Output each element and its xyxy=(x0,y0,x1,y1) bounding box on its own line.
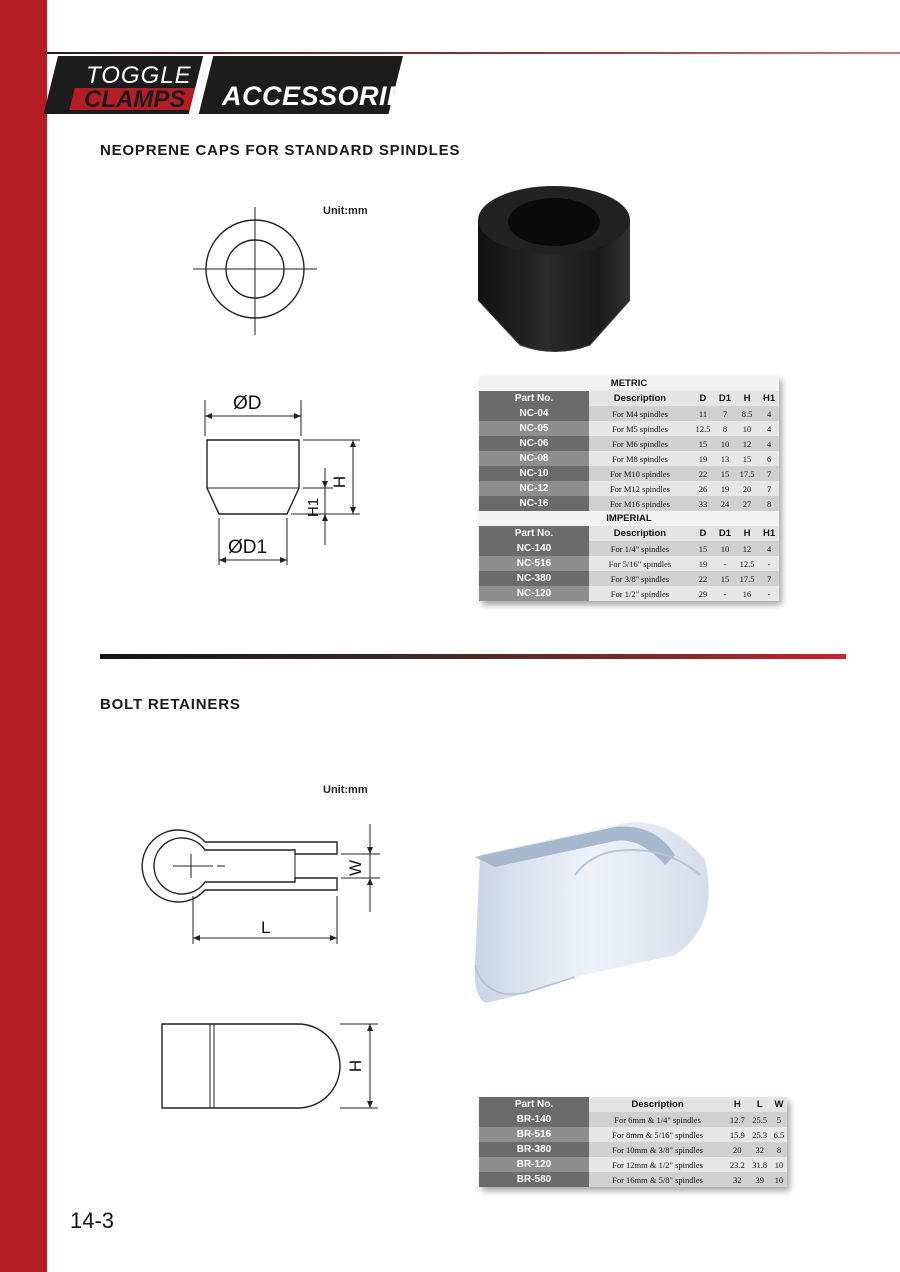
table-cell: 20 xyxy=(726,1142,748,1157)
table-row xyxy=(479,556,779,571)
label-w: W xyxy=(346,859,366,877)
part-number-cell: BR-380 xyxy=(479,1142,589,1157)
table-row xyxy=(479,406,779,421)
table-cell: 33 xyxy=(691,496,715,511)
table-cell: For M4 spindles xyxy=(589,406,691,421)
table-cell: For 3/8" spindles xyxy=(589,571,691,586)
table-cell: 8.5 xyxy=(735,406,759,421)
table-header-cell: H xyxy=(735,526,759,541)
table-cell: 23.2 xyxy=(726,1157,748,1172)
table-cell: 12.5 xyxy=(735,556,759,571)
table-cell: 19 xyxy=(691,451,715,466)
table-cell: 4 xyxy=(759,421,779,436)
table-header-cell: Part No. xyxy=(479,1097,589,1112)
table-header-cell: D1 xyxy=(715,526,735,541)
table-cell: 19 xyxy=(691,556,715,571)
retainers-table xyxy=(479,1097,787,1187)
part-number-cell: BR-516 xyxy=(479,1127,589,1142)
retainers-unit: Unit:mm xyxy=(323,784,368,796)
table-cell: 39 xyxy=(749,1172,771,1187)
table-cell: 15.9 xyxy=(726,1127,748,1142)
part-number-cell: NC-10 xyxy=(479,466,589,481)
table-cell: 22 xyxy=(691,466,715,481)
table-cell: 4 xyxy=(759,541,779,556)
label-h-retainer: H xyxy=(346,1059,366,1073)
table-cell: 7 xyxy=(759,571,779,586)
cap-top-view-drawing xyxy=(185,205,325,345)
table-cell: 7 xyxy=(759,466,779,481)
label-d: ØD xyxy=(233,393,262,414)
label-l: L xyxy=(261,918,271,937)
neoprene-title: NEOPRENE CAPS FOR STANDARD SPINDLES xyxy=(100,142,461,159)
neoprene-unit: Unit:mm xyxy=(323,205,368,217)
table-cell: 24 xyxy=(715,496,735,511)
section-heading: ACCESSORIES xyxy=(222,81,425,111)
table-cell: 4 xyxy=(759,436,779,451)
table-cell: 7 xyxy=(715,406,735,421)
table-row xyxy=(479,571,779,586)
table-cell: 25.3 xyxy=(749,1127,771,1142)
table-cell: 8 xyxy=(759,496,779,511)
table-cell: 12 xyxy=(735,436,759,451)
table-cell: 27 xyxy=(735,496,759,511)
table-cell: 17.5 xyxy=(735,466,759,481)
table-header-cell: Description xyxy=(589,1097,726,1112)
table-row xyxy=(479,1142,787,1157)
table-header-row xyxy=(479,391,779,406)
table-cell: For 8mm & 5/16" spindles xyxy=(589,1127,726,1142)
retainers-title: BOLT RETAINERS xyxy=(100,696,241,713)
table-cell: 12.7 xyxy=(726,1112,748,1127)
table-cell: 15 xyxy=(691,436,715,451)
cap-photo xyxy=(470,180,650,360)
table-group-row xyxy=(479,376,779,391)
table-row xyxy=(479,421,779,436)
table-cell: 4 xyxy=(759,406,779,421)
table-cell: 13 xyxy=(715,451,735,466)
table-cell: 7 xyxy=(759,481,779,496)
table-cell: - xyxy=(715,586,735,601)
table-header-cell: Description xyxy=(589,526,691,541)
table-row xyxy=(479,1112,787,1127)
table-cell: 12 xyxy=(735,541,759,556)
table-cell: For 6mm & 1/4" spindles xyxy=(589,1112,726,1127)
table-cell: 8 xyxy=(715,421,735,436)
table-cell: 10 xyxy=(771,1172,787,1187)
table-header-cell: H xyxy=(726,1097,748,1112)
table-group-row xyxy=(479,511,779,526)
retainer-photo xyxy=(465,815,715,1005)
part-number-cell: NC-04 xyxy=(479,406,589,421)
brand-line2: CLAMPS xyxy=(84,86,186,113)
table-group-label: IMPERIAL xyxy=(479,511,779,526)
table-cell: For M5 spindles xyxy=(589,421,691,436)
table-cell: 32 xyxy=(726,1172,748,1187)
table-cell: 22 xyxy=(691,571,715,586)
table-row xyxy=(479,1127,787,1142)
part-number-cell: NC-08 xyxy=(479,451,589,466)
table-cell: 31.8 xyxy=(749,1157,771,1172)
table-header-cell: Part No. xyxy=(479,526,589,541)
table-cell: 6 xyxy=(759,451,779,466)
part-number-cell: NC-140 xyxy=(479,541,589,556)
table-cell: 17.5 xyxy=(735,571,759,586)
part-number-cell: NC-06 xyxy=(479,436,589,451)
table-header-row xyxy=(479,1097,787,1112)
table-row xyxy=(479,451,779,466)
table-header-cell: H1 xyxy=(759,526,779,541)
table-row xyxy=(479,1172,787,1187)
table-header-cell: D1 xyxy=(715,391,735,406)
table-cell: 15 xyxy=(691,541,715,556)
table-cell: 16 xyxy=(735,586,759,601)
table-row xyxy=(479,541,779,556)
table-header-cell: Part No. xyxy=(479,391,589,406)
table-cell: 15 xyxy=(715,571,735,586)
table-group-label: METRIC xyxy=(479,376,779,391)
neoprene-table xyxy=(479,376,779,601)
table-row xyxy=(479,481,779,496)
table-cell: 32 xyxy=(749,1142,771,1157)
table-cell: - xyxy=(759,556,779,571)
table-row xyxy=(479,496,779,511)
table-cell: 10 xyxy=(715,436,735,451)
table-cell: For 1/4" spindles xyxy=(589,541,691,556)
header-rule xyxy=(47,52,900,54)
table-cell: 25.5 xyxy=(749,1112,771,1127)
table-cell: 6.5 xyxy=(771,1127,787,1142)
table-cell: For 10mm & 3/8" spindles xyxy=(589,1142,726,1157)
part-number-cell: NC-05 xyxy=(479,421,589,436)
label-h: H xyxy=(330,475,350,489)
table-header-cell: L xyxy=(749,1097,771,1112)
table-cell: For 5/16" spindles xyxy=(589,556,691,571)
table-cell: For M8 spindles xyxy=(589,451,691,466)
table-cell: For M6 spindles xyxy=(589,436,691,451)
table-cell: 12.5 xyxy=(691,421,715,436)
part-number-cell: NC-12 xyxy=(479,481,589,496)
table-cell: 10 xyxy=(735,421,759,436)
table-header-row xyxy=(479,526,779,541)
table-cell: For M12 spindles xyxy=(589,481,691,496)
table-cell: For M16 spindles xyxy=(589,496,691,511)
table-cell: 20 xyxy=(735,481,759,496)
table-cell: 15 xyxy=(735,451,759,466)
table-header-cell: D xyxy=(691,391,715,406)
part-number-cell: NC-380 xyxy=(479,571,589,586)
table-row xyxy=(479,436,779,451)
table-cell: For 1/2" spindles xyxy=(589,586,691,601)
table-cell: 15 xyxy=(715,466,735,481)
table-cell: 10 xyxy=(771,1157,787,1172)
label-h1: H1 xyxy=(305,497,323,518)
table-row xyxy=(479,466,779,481)
part-number-cell: NC-120 xyxy=(479,586,589,601)
part-number-cell: NC-16 xyxy=(479,496,589,511)
table-header-cell: Description xyxy=(589,391,691,406)
part-number-cell: BR-140 xyxy=(479,1112,589,1127)
table-cell: For M10 spindles xyxy=(589,466,691,481)
table-header-cell: W xyxy=(771,1097,787,1112)
table-cell: - xyxy=(715,556,735,571)
table-header-cell: H xyxy=(735,391,759,406)
table-row xyxy=(479,1157,787,1172)
table-cell: For 12mm & 1/2" spindles xyxy=(589,1157,726,1172)
brand-line1: TOGGLE xyxy=(86,62,192,89)
table-cell: 11 xyxy=(691,406,715,421)
table-cell: 29 xyxy=(691,586,715,601)
part-number-cell: NC-516 xyxy=(479,556,589,571)
label-d1: ØD1 xyxy=(228,537,268,558)
table-cell: 19 xyxy=(715,481,735,496)
table-header-cell: D xyxy=(691,526,715,541)
table-header-cell: H1 xyxy=(759,391,779,406)
table-cell: For 16mm & 5/8" spindles xyxy=(589,1172,726,1187)
part-number-cell: BR-580 xyxy=(479,1172,589,1187)
table-cell: 26 xyxy=(691,481,715,496)
table-cell: 5 xyxy=(771,1112,787,1127)
table-row xyxy=(479,586,779,601)
table-cell: 10 xyxy=(715,541,735,556)
red-side-bar xyxy=(0,0,47,1272)
part-number-cell: BR-120 xyxy=(479,1157,589,1172)
table-cell: - xyxy=(759,586,779,601)
page-number: 14-3 xyxy=(70,1208,115,1233)
table-cell: 8 xyxy=(771,1142,787,1157)
section-divider xyxy=(100,654,846,659)
